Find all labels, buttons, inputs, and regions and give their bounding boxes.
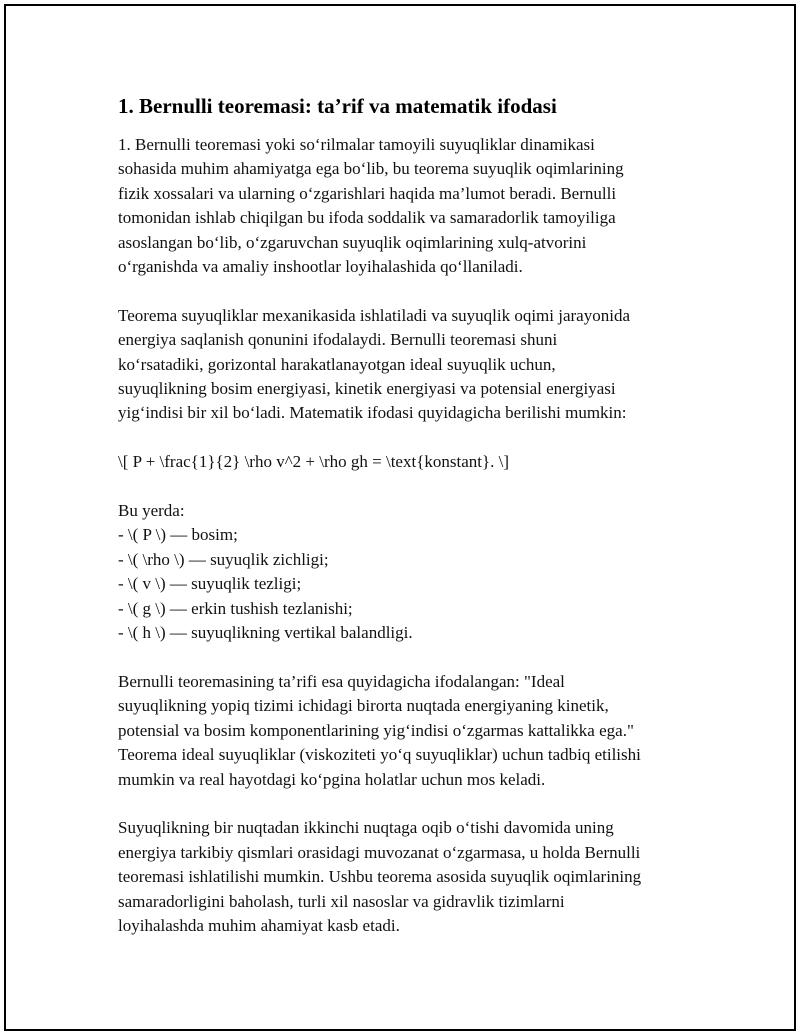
paragraph-theorem (118, 304, 698, 426)
paragraph-spacer (118, 279, 698, 303)
paragraph-line: potensial va bosim komponentlarining yig‘indisi o‘zgarmas kattalikka ega." (118, 720, 634, 740)
paragraph-line: suyuqlikning yopiq tizimi ichidagi birorta nuqtada energiyaning kinetik, (118, 696, 609, 716)
paragraph-line: energiya saqlanish qonunini ifodalaydi. Bernulli teoremasi shuni (118, 330, 558, 350)
paragraph-line: fizik xossalari va ularning o‘zgarishlari haqida ma’lumot beradi. Bernulli (118, 183, 617, 203)
definition-item: - \( g \) — erkin tushish tezlanishi; (118, 598, 353, 618)
definitions-intro: Bu yerda: (118, 501, 185, 521)
document-body (118, 93, 698, 938)
paragraph-line: ko‘rsatadiki, gorizontal harakatlanayotgan ideal suyuqlik uchun, (118, 354, 556, 374)
paragraph-line: yig‘indisi bir xil bo‘ladi. Matematik ifodasi quyidagicha berilishi mumkin: (118, 403, 627, 423)
paragraph-line: mumkin va real hayotdagi ko‘pgina holatlar uchun mos keladi. (118, 769, 546, 789)
paragraph-line: samaradorligini baholash, turli xil nasoslar va gidravlik tizimlarni (118, 891, 565, 911)
paragraph-line: asoslangan bo‘lib, o‘zgaruvchan suyuqlik oqimlarining xulq-atvorini (118, 232, 587, 252)
paragraph-line: Bernulli teoremasining ta’rifi esa quyidagicha ifodalangan: "Ideal (118, 671, 565, 691)
paragraph-line: sohasida muhim ahamiyatga ega bo‘lib, bu teorema suyuqlik oqimlarining (118, 159, 624, 179)
paragraph-spacer (118, 426, 698, 450)
paragraph-line: tomonidan ishlab chiqilgan bu ifoda soddalik va samaradorlik tamoyiliga (118, 208, 616, 228)
paragraph-line: teoremasi ishlatilishi mumkin. Ushbu teorema asosida suyuqlik oqimlarining (118, 867, 642, 887)
paragraph-spacer (118, 645, 698, 669)
paragraph-line: suyuqlikning bosim energiyasi, kinetik energiyasi va potensial energiyasi (118, 379, 616, 399)
bernoulli-formula: \[ P + \frac{1}{2} \rho v^2 + \rho gh = \text{konstant}. \] (118, 452, 510, 472)
paragraph-line: Teorema suyuqliklar mexanikasida ishlatiladi va suyuqlik oqimi jarayonida (118, 305, 630, 325)
document-heading: 1. Bernulli teoremasi: ta’rif va matematik ifodasi (118, 94, 557, 118)
paragraph-line: Teorema ideal suyuqliklar (viskoziteti yo‘q suyuqliklar) uchun tadbiq etilishi (118, 745, 641, 765)
definition-item: - \( v \) — suyuqlik tezligi; (118, 574, 302, 594)
paragraph-line: o‘rganishda va amaliy inshootlar loyihalashida qo‘llaniladi. (118, 257, 523, 277)
paragraph-spacer (118, 475, 698, 499)
paragraph-spacer (118, 792, 698, 816)
definition-item: - \( \rho \) — suyuqlik zichligi; (118, 549, 329, 569)
definition-item: - \( h \) — suyuqlikning vertikal balandligi. (118, 623, 413, 643)
definition-item: - \( P \) — bosim; (118, 525, 238, 545)
paragraph-intro (118, 133, 698, 279)
paragraph-definition (118, 670, 698, 792)
paragraph-application (118, 816, 698, 938)
paragraph-line: loyihalashda muhim ahamiyat kasb etadi. (118, 915, 400, 935)
paragraph-line: Suyuqlikning bir nuqtadan ikkinchi nuqtaga oqib o‘tishi davomida uning (118, 818, 614, 838)
paragraph-line: 1. Bernulli teoremasi yoki so‘rilmalar tamoyili suyuqliklar dinamikasi (118, 135, 595, 154)
definitions-list (118, 499, 698, 645)
paragraph-line: energiya tarkibiy qismlari orasidagi muvozanat o‘zgarmasa, u holda Bernulli (118, 842, 641, 862)
